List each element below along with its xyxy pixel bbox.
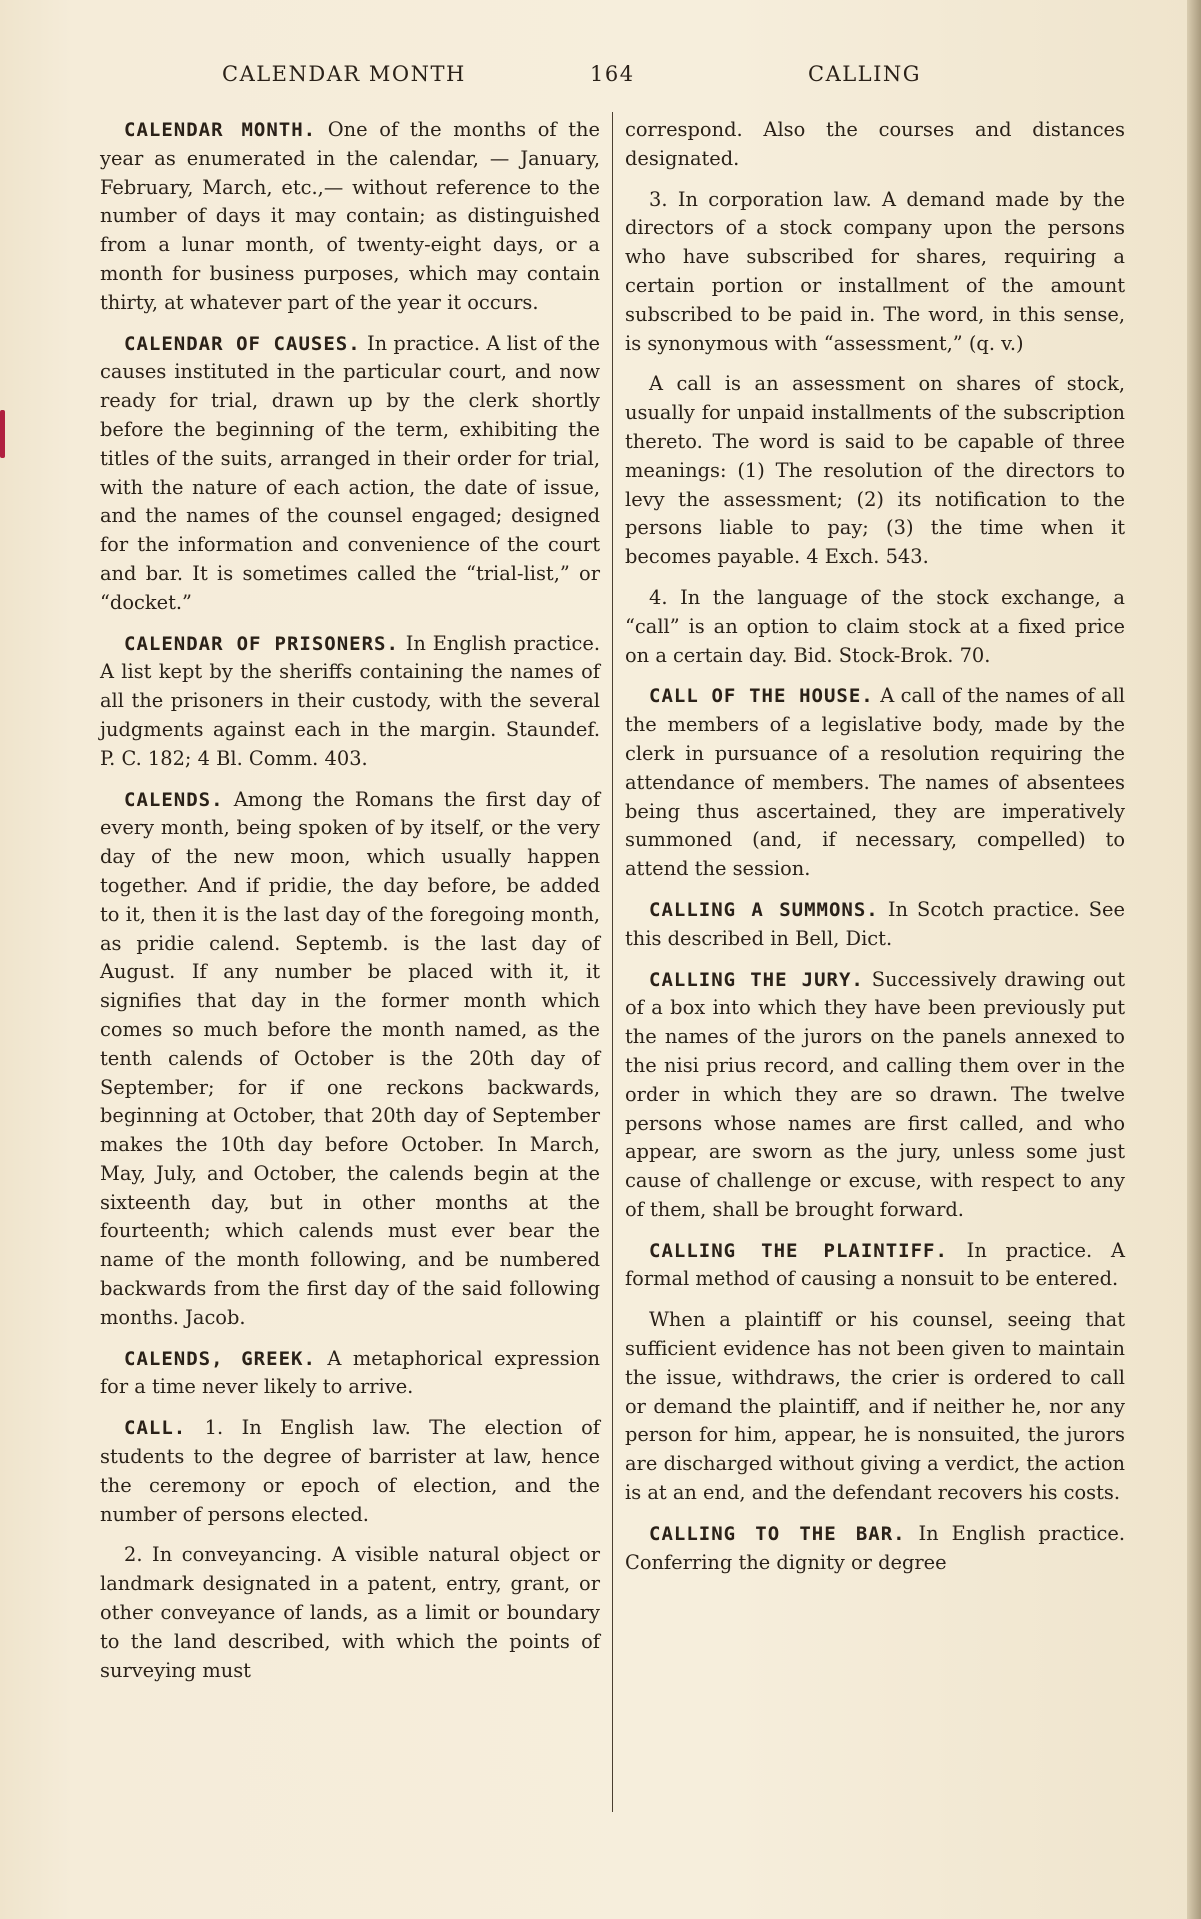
entry-headword: CALLING THE PLAINTIFF. [649,1239,948,1262]
entry-headword: CALENDS, GREEK. [124,1347,316,1370]
entry-text: 4. In the language of the stock exchange, a “call” is an option to claim stock at a fixed price on a certain day. Bid. Stock-Brok. 70. [625,585,1125,667]
entry-headword: CALLING TO THE BAR. [649,1522,906,1545]
entry-headword: CALLING THE JURY. [649,968,864,991]
dictionary-entry [625,116,1125,174]
entry-text: 2. In conveyancing. A visible natural object or landmark designated in a patent, entry, grant, or other conveyance of lands, as a limit or boundary to the land described, with which the points of surveying must [100,1543,600,1682]
entry-text: In practice. A list of the causes instituted in the particular court, and now ready for trial, drawn up by the clerk shortly before the beginning of the term, exhibiting the titles of the suits, arranged in their order for trial, with the nature of each action, the date of issue, and the names of the counsel engaged; designed for the information and convenience of the court and bar. It is sometimes called the “trial-list,” or “docket.” [100,331,601,614]
page-number: 164 [590,62,635,86]
dictionary-entry [625,682,1125,884]
dictionary-entry [625,370,1125,572]
entry-text: In English practice. A list kept by the sheriffs containing the names of all the prisoners in their custody, with the several judgments against each in the margin. Staundef. P. C. 182; 4 Bl. Comm. 403. [100,631,600,770]
header-right-guide-word: CALLING [808,62,922,86]
page-margin-mark [0,410,5,458]
entry-headword: CALL. [124,1417,187,1440]
entry-headword: CALENDS. [124,788,224,811]
entry-text: In English practice. Conferring the dignity or degree [625,1521,1125,1574]
dictionary-entry [625,1520,1125,1578]
entry-headword: CALLING A SUMMONS. [649,898,879,921]
dictionary-entry [625,584,1125,670]
right-column [625,116,1125,1589]
entry-text: A metaphorical expression for a time never likely to arrive. [100,1346,600,1399]
header-left-guide-word: CALENDAR MONTH [222,62,466,86]
dictionary-entry [100,330,600,618]
entry-text: 1. In English law. The election of students to the degree of barrister at law, hence the ceremony or epoch of election, and the number of persons elected. [100,1416,600,1526]
entry-text: Successively drawing out of a box into which they have been previously put the names of the jurors on the panels annexed to the nisi prius record, and calling them over in the order in which they are so drawn. The twelve persons whose names are first called, and who appear, are sworn as the jury, unless some just cause of challenge or excuse, with respect to any of them, shall be brought forward. [625,967,1125,1221]
dictionary-entry [100,786,600,1333]
entry-text: A call of the names of all the members of a legislative body, made by the clerk in pursuance of a resolution requiring the attendance of members. The names of absentees being thus ascertained, they are imperatively summoned (and, if necessary, compelled) to attend the session. [625,684,1125,881]
dictionary-entry [100,630,600,774]
dictionary-entry [100,1345,600,1403]
dictionary-entry [625,186,1125,359]
running-header [100,62,1110,92]
dictionary-entry [100,1541,600,1685]
left-column [100,116,600,1697]
dictionary-entry [625,1237,1125,1295]
dictionary-entry [625,1306,1125,1508]
entry-headword: CALENDAR MONTH. [124,119,317,141]
entry-headword: CALENDAR OF CAUSES. [124,332,361,355]
column-divider [612,112,613,1812]
entry-text: One of the months of the year as enumerated in the calendar, — January, February, March, etc.,— without reference to the number of days it may contain; as distinguished from a lunar month, of twenty-eight days, or a month for business purposes, which may contain thirty, at whatever part of the year it occurs. [100,118,600,314]
page-edge [1187,0,1201,1919]
dictionary-entry [100,1414,600,1529]
dictionary-entry [625,896,1125,954]
dictionary-entry [100,116,600,318]
entry-text: correspond. Also the courses and distances designated. [625,118,1125,170]
dictionary-entry [625,966,1125,1225]
entry-text: A call is an assessment on shares of stock, usually for unpaid installments of the subscription thereto. The word is said to be capable of three meanings: (1) The resolution of the directors to levy the assessment; (2) its notification to the persons liable to pay; (3) the time when it becomes payable. 4 Exch. 543. [625,372,1125,569]
entry-headword: CALL OF THE HOUSE. [649,685,874,708]
entry-headword: CALENDAR OF PRISONERS. [124,632,399,655]
entry-text: Among the Romans the first day of every month, being spoken of by itself, or the very day of the new moon, which usually happen together. And if pridie, the day before, be added to it, then it is the last day of the foregoing month, as pridie calend. Septemb. is the last day of August. If any number be placed with it, it signifies that day in the former month which comes so much before the month named, as the tenth calends of October is the 20th day of September; for if one reckons backwards, beginning at October, that 20th day of September makes the 10th day before October. In March, May, July, and October, the calends begin at the sixteenth day, but in other months at the fourteenth; which calends must ever bear the name of the month following, and be numbered backwards from the first day of the said following months. Jacob. [100,787,600,1329]
entry-text: In Scotch practice. See this described in Bell, Dict. [625,897,1126,950]
entry-text: When a plaintiff or his counsel, seeing that sufficient evidence has not been given to maintain the issue, withdraws, the crier is ordered to call or demand the plaintiff, and if neither he, nor any person for him, appear, he is nonsuited, the jurors are discharged without giving a verdict, the action is at an end, and the defendant recovers his costs. [625,1308,1125,1505]
entry-text: 3. In corporation law. A demand made by the directors of a stock company upon the persons who have subscribed for shares, requiring a certain portion or installment of the amount subscribed to be paid in. The word, in this sense, is synonymous with “assessment,” (q. v.) [625,187,1125,355]
entry-text: In practice. A formal method of causing a nonsuit to be entered. [625,1238,1125,1291]
